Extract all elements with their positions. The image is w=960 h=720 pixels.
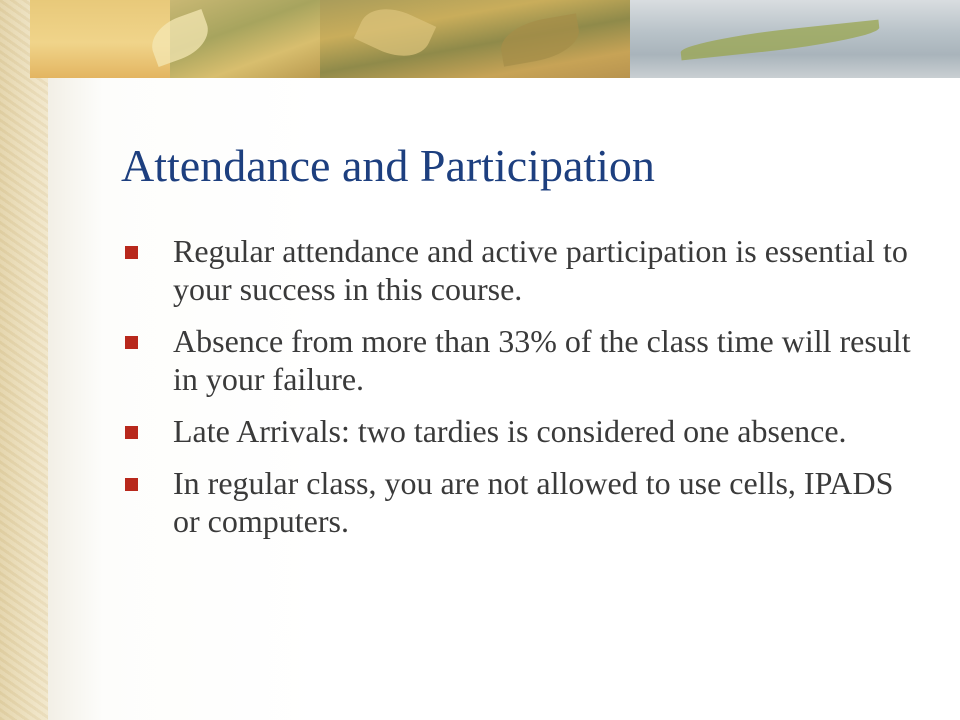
bullet-item (121, 232, 921, 308)
decorative-leaf-banner (30, 0, 960, 80)
bullet-text: Absence from more than 33% of the class time will result in your failure. (173, 323, 911, 397)
banner-strip (30, 0, 170, 78)
bullet-item (121, 464, 921, 540)
square-bullet-icon (125, 246, 138, 259)
square-bullet-icon (125, 336, 138, 349)
bullet-text: Late Arrivals: two tardies is considered one absence. (173, 413, 847, 449)
slide-title: Attendance and Participation (121, 140, 655, 191)
bullet-text: In regular class, you are not allowed to use cells, IPADS or computers. (173, 465, 894, 539)
bullet-text: Regular attendance and active participation is essential to your success in this course. (173, 233, 908, 307)
square-bullet-icon (125, 478, 138, 491)
bullet-item (121, 322, 921, 398)
bullet-list (121, 232, 921, 554)
square-bullet-icon (125, 426, 138, 439)
bullet-item (121, 412, 921, 450)
